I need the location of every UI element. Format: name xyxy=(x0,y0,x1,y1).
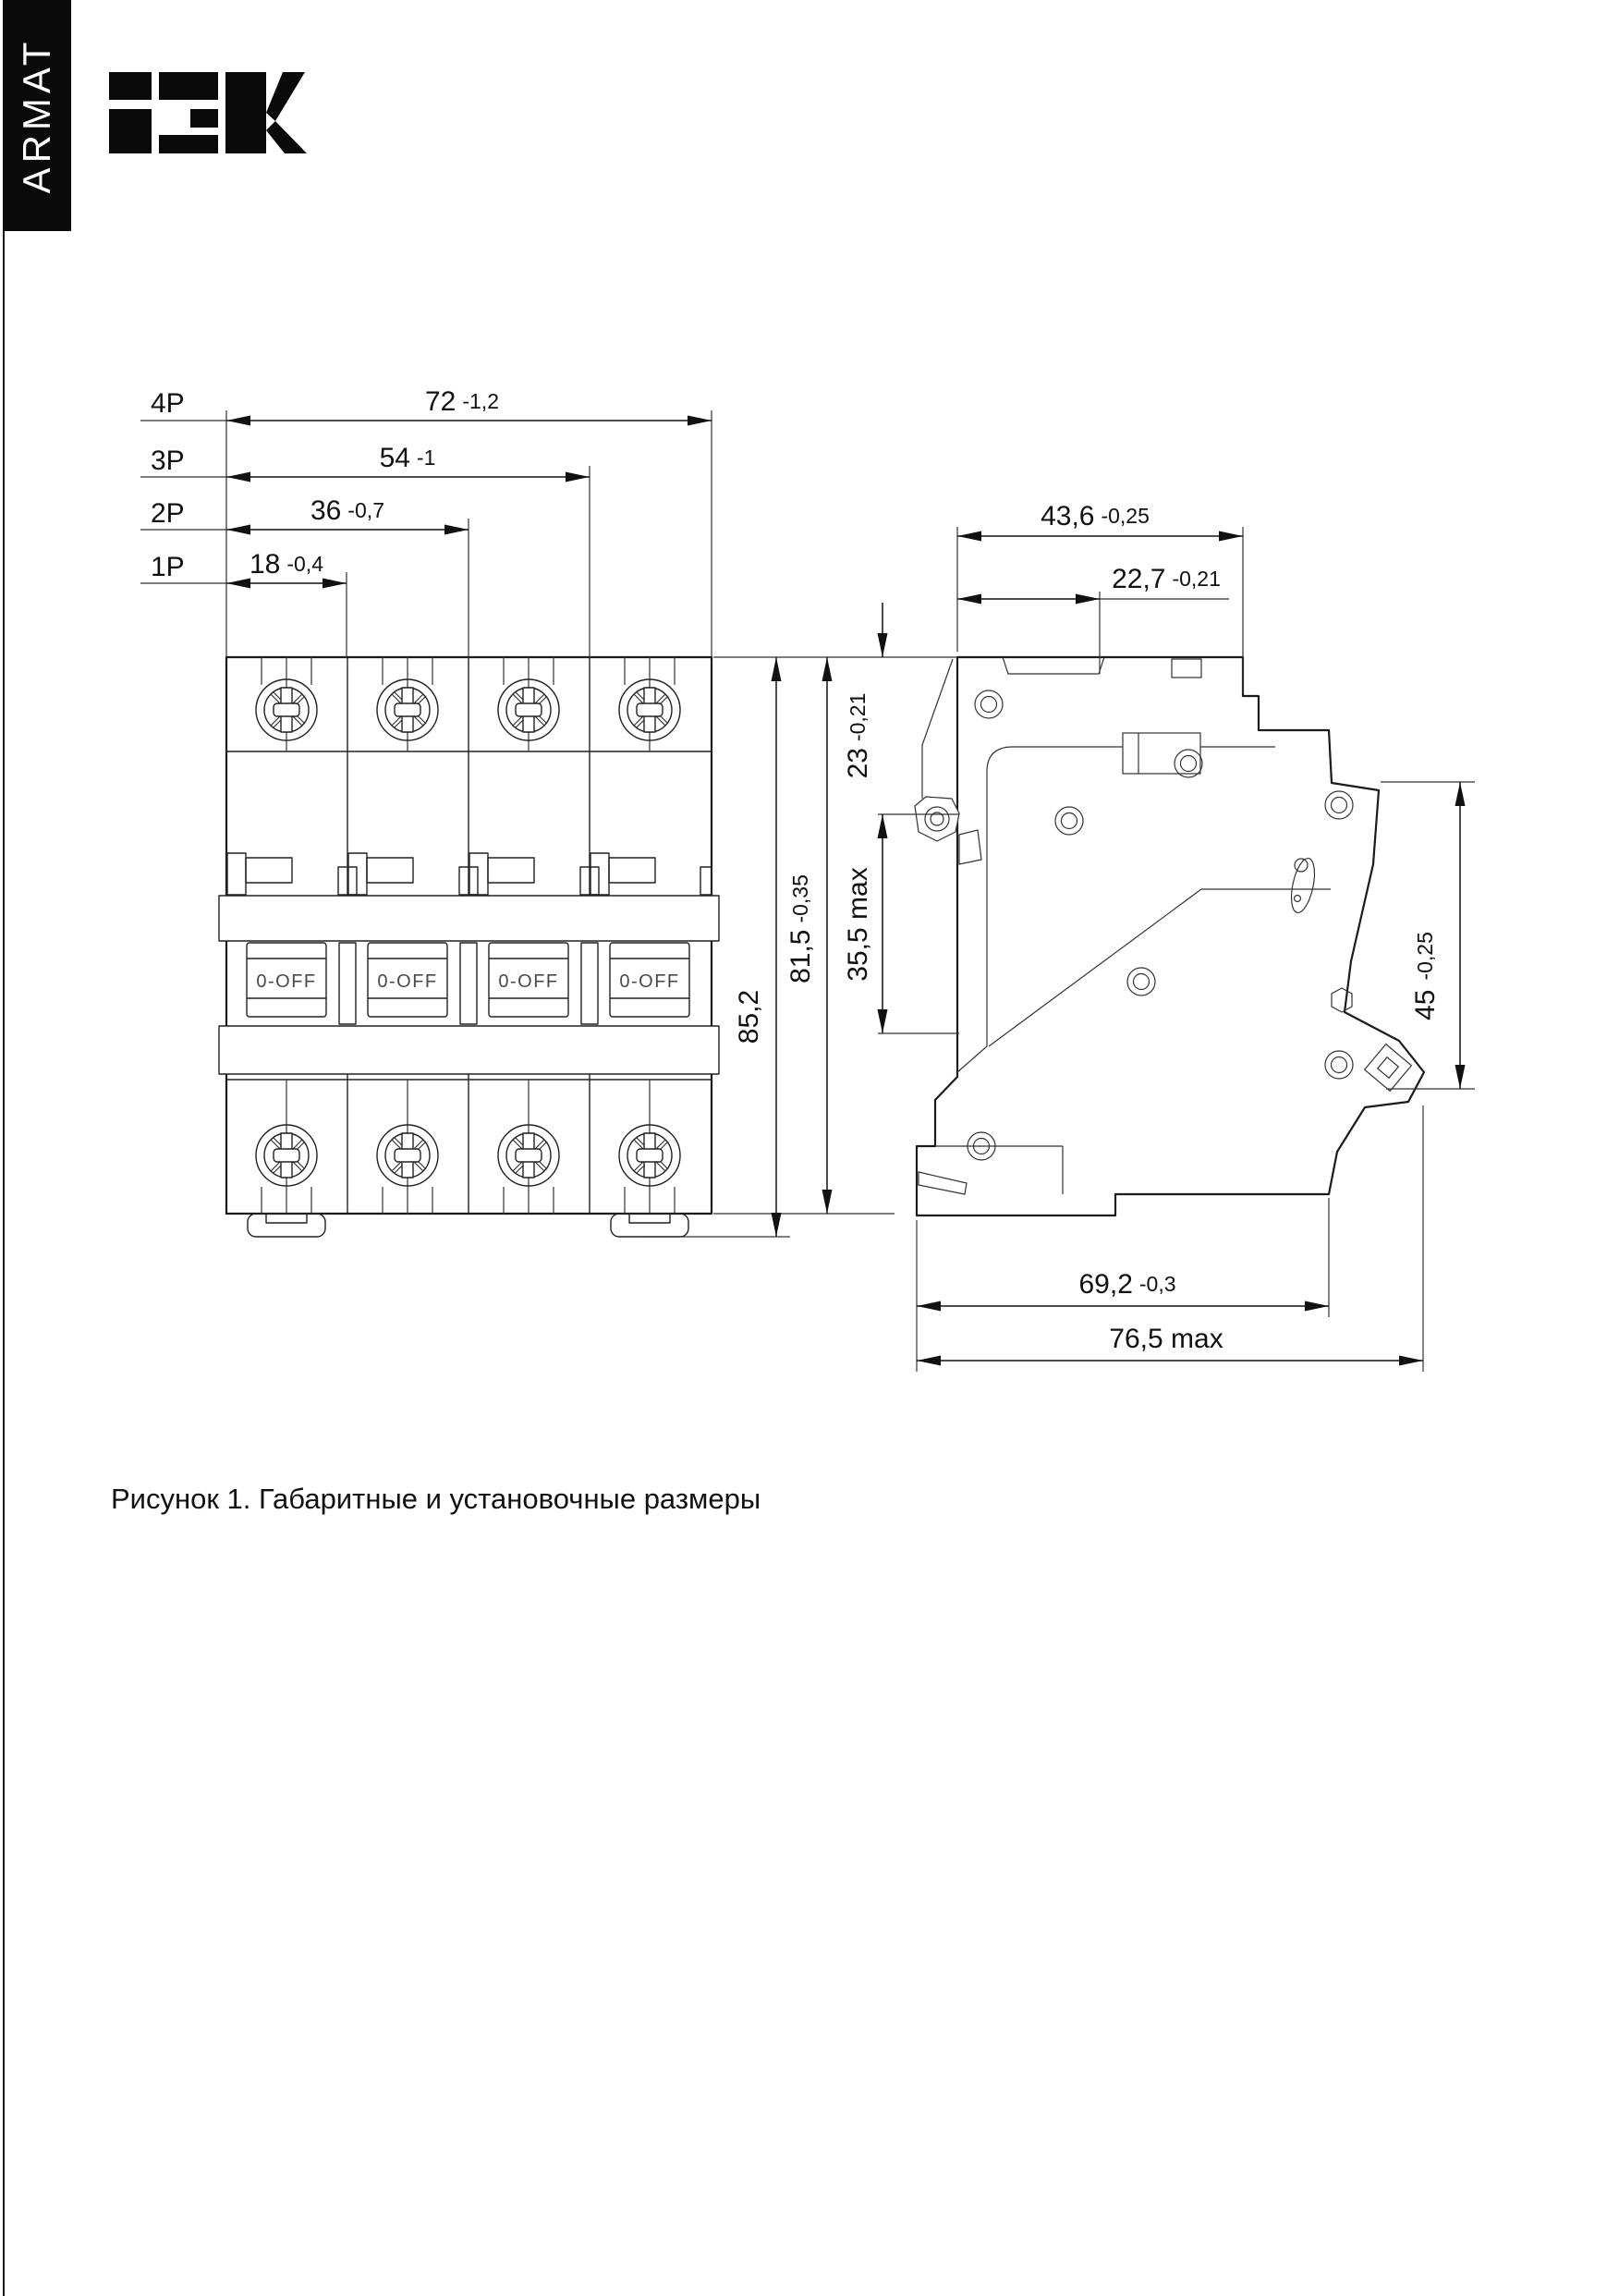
front-width-dimensions xyxy=(140,386,712,657)
front-view xyxy=(219,657,719,1237)
pole-label-3p: 3P xyxy=(151,446,185,476)
pole-label-4p: 4P xyxy=(151,388,185,419)
dim-18: 18 -0,4 xyxy=(249,549,324,580)
pole-label-1p: 1P xyxy=(151,552,185,582)
pole-label-2p: 2P xyxy=(151,498,185,529)
toggle-label-1: 0-OFF xyxy=(256,971,317,992)
dim-22-7: 22,7 -0,21 xyxy=(1112,564,1221,594)
side-view xyxy=(915,657,1424,1215)
toggle-label-4: 0-OFF xyxy=(619,971,680,992)
dim-72: 72 -1,2 xyxy=(424,386,500,417)
din-clips xyxy=(248,1214,688,1237)
dim-45: 45-0,25 xyxy=(1410,932,1441,1020)
figure-caption: Рисунок 1. Габаритные и установочные размеры xyxy=(111,1483,761,1515)
dim-81-5: 81,5-0,35 xyxy=(785,874,816,983)
armat-band-label: ARMAT xyxy=(15,37,58,194)
dim-36: 36 -0,7 xyxy=(310,495,385,526)
dim-85-2: 85,2 xyxy=(734,989,764,1044)
dim-23: 23-0,21 xyxy=(843,692,873,779)
toggle-label-3: 0-OFF xyxy=(498,971,559,992)
dim-76-5: 76,5 max xyxy=(1109,1324,1223,1354)
dim-69-2: 69,2 -0,3 xyxy=(1078,1269,1176,1300)
armat-band xyxy=(3,0,71,231)
lower-collar xyxy=(219,1026,719,1074)
upper-collar xyxy=(219,896,719,941)
dim-43-6: 43,6 -0,25 xyxy=(1041,501,1150,531)
iek-logo xyxy=(109,72,307,153)
dim-35-5: 35,5 max xyxy=(843,867,873,982)
dim-54: 54 -1 xyxy=(379,443,436,473)
toggle-label-2: 0-OFF xyxy=(377,971,438,992)
